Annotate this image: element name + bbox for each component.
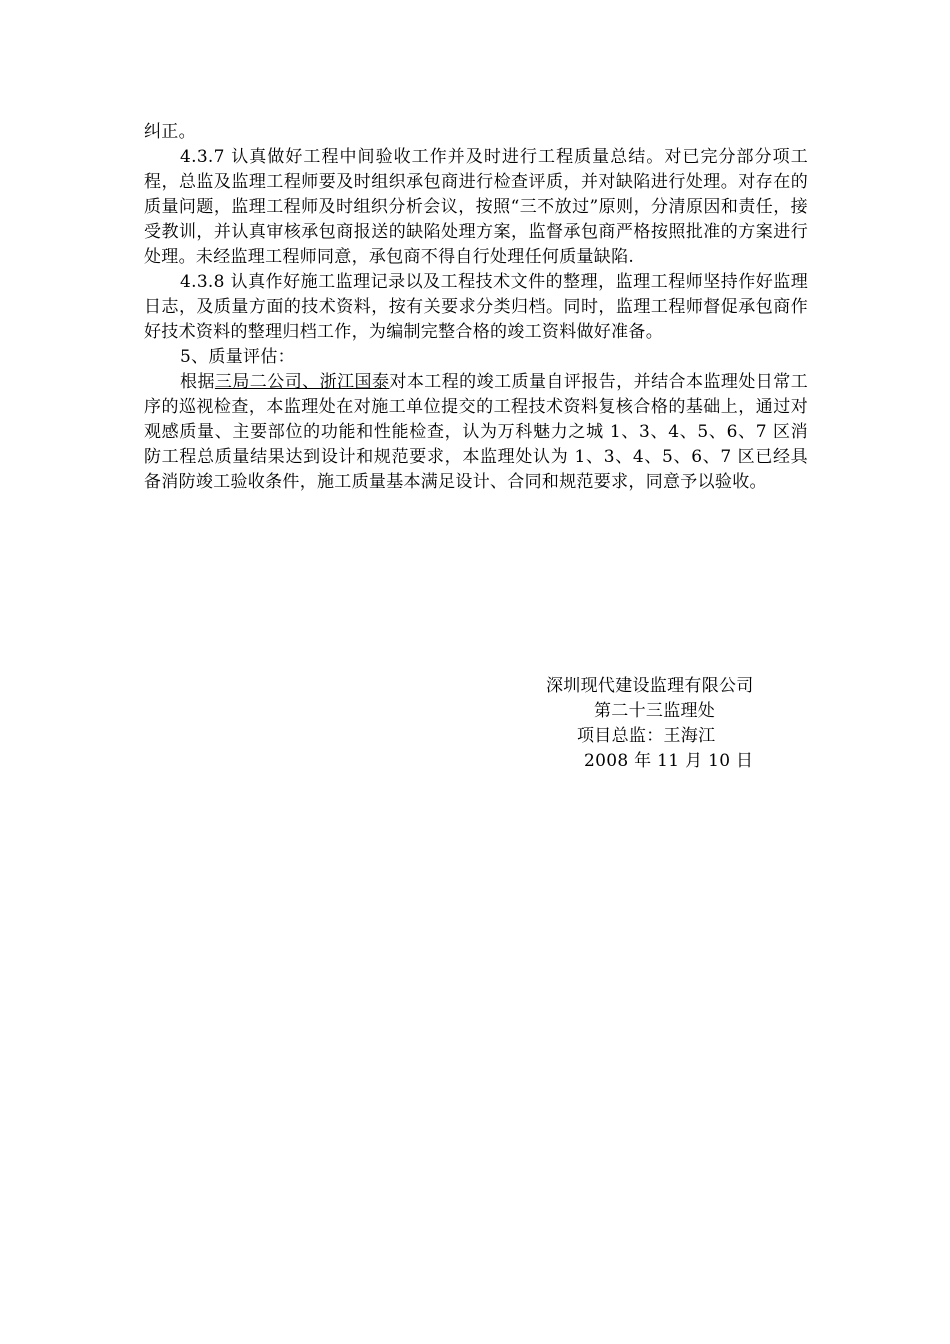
signature-company: 深圳现代建设监理有限公司 [546,676,754,696]
section-heading-quality-assessment: 5、质量评估： [180,347,295,367]
paragraph-4-3-8: 4.3.8 认真作好施工监理记录以及工程技术文件的整理，监理工程师坚持作好监理日志，及质量方面的技术资料，按有关要求分类归档。同时，监理工程师督促承包商作好技术资料的整理归档工作，为编制完整合格的竣工资料做好准备。 [144,272,808,342]
paragraph-quality-assessment [144,370,808,495]
paragraph-text-start: 根据 [180,372,215,392]
paragraph-text-rest: 对本工程的竣工质量自评报告，并结合本监理处日常工序的巡视检查，本监理处在对施工单位提交的工程技术资料复核合格的基础上，通过对观感质量、主要部位的功能和性能检查，认为万科魅力之城 1、3、4、5、6、7 区消防工程总质量结果达到设计和规范要求，本监理处认为 1、3、4、5、6、7 区已经具备消防竣工验收条件，施工质量基本满足设计、合同和规范要求，同意予以验收。 [144,372,808,492]
paragraph-4-3-7: 4.3.7 认真做好工程中间验收工作并及时进行工程质量总结。对已完分部分项工程，总监及监理工程师要及时组织承包商进行检查评质，并对缺陷进行处理。对存在的质量问题，监理工程师及时组织分析会议，按照“三不放过”原则，分清原因和责任，接受教训，并认真审核承包商报送的缺陷处理方案，监督承包商严格按照批准的方案进行处理。未经监理工程师同意，承包商不得自行处理任何质量缺陷. [144,147,808,267]
document-body [144,120,808,495]
signature-department: 第二十三监理处 [594,701,716,721]
paragraph-continuation: 纠正。 [144,122,196,142]
underlined-contractor-names: 三局二公司、浙江国泰 [214,372,390,392]
signature-date: 2008 年 11 月 10 日 [584,751,754,771]
signature-director: 项目总监：王海江 [577,726,716,746]
